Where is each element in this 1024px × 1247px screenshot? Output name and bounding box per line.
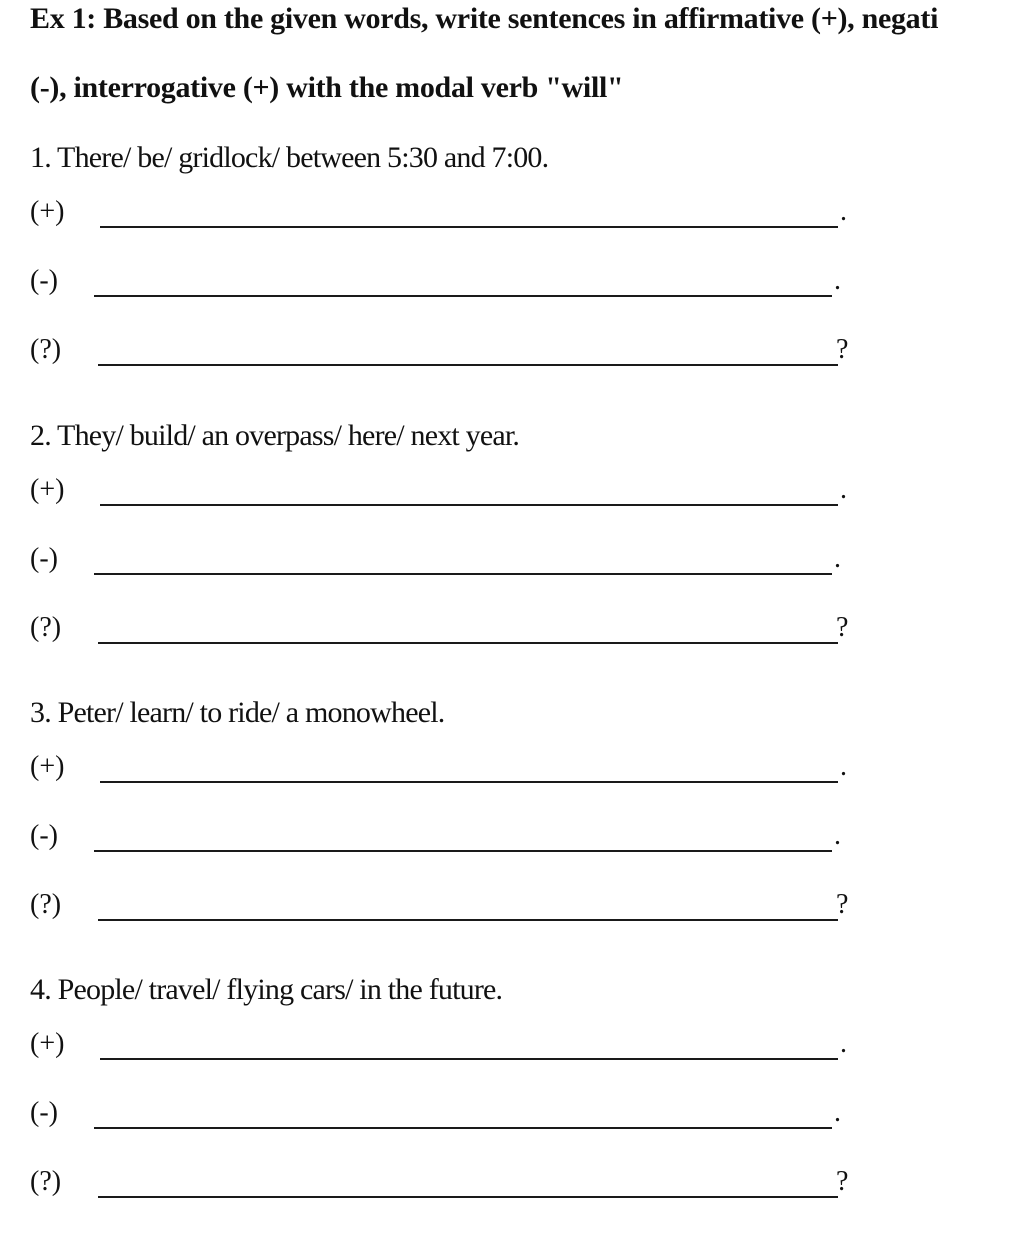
answer-end-mark: ? <box>836 334 849 365</box>
answer-blank-line[interactable] <box>98 1196 838 1198</box>
answer-label: (?) <box>30 889 62 920</box>
answer-blank-line[interactable] <box>98 364 838 366</box>
answer-end-mark: . <box>840 1028 847 1059</box>
answer-affirmative[interactable] <box>30 188 847 228</box>
answer-label: (-) <box>30 543 58 574</box>
answer-label: (-) <box>30 820 58 851</box>
answer-end-mark: . <box>834 1097 841 1128</box>
answer-end-mark: . <box>840 474 847 505</box>
answer-negative[interactable] <box>30 535 841 575</box>
answer-blank-line[interactable] <box>100 226 838 228</box>
answer-blank-line[interactable] <box>98 642 838 644</box>
answer-label: (+) <box>30 1028 65 1059</box>
exercise-prompt: 1. There/ be/ gridlock/ between 5:30 and 7:00. <box>30 141 549 174</box>
answer-negative[interactable] <box>30 257 841 297</box>
answer-end-mark: . <box>840 196 847 227</box>
answer-interrogative[interactable] <box>30 1158 849 1198</box>
answer-blank-line[interactable] <box>94 295 832 297</box>
exercise-prompt: 2. They/ build/ an overpass/ here/ next year. <box>30 419 520 452</box>
exercise-prompt: 3. Peter/ learn/ to ride/ a monowheel. <box>30 696 445 729</box>
answer-label: (+) <box>30 196 65 227</box>
answer-blank-line[interactable] <box>100 1058 838 1060</box>
answer-end-mark: . <box>834 820 841 851</box>
answer-blank-line[interactable] <box>94 850 832 852</box>
answer-label: (+) <box>30 474 65 505</box>
answer-blank-line[interactable] <box>98 919 838 921</box>
answer-blank-line[interactable] <box>94 1127 832 1129</box>
answer-blank-line[interactable] <box>100 504 838 506</box>
answer-end-mark: ? <box>836 612 849 643</box>
answer-negative[interactable] <box>30 1089 841 1129</box>
answer-label: (?) <box>30 612 62 643</box>
answer-affirmative[interactable] <box>30 466 847 506</box>
instructions-line-1: Ex 1: Based on the given words, write sentences in affirmative (+), negati <box>30 2 939 35</box>
answer-end-mark: ? <box>836 889 849 920</box>
answer-label: (-) <box>30 1097 58 1128</box>
answer-blank-line[interactable] <box>100 781 838 783</box>
answer-blank-line[interactable] <box>94 573 832 575</box>
instructions-line-2: (-), interrogative (+) with the modal verb "will" <box>30 71 624 104</box>
answer-end-mark: . <box>834 265 841 296</box>
answer-label: (?) <box>30 1166 62 1197</box>
exercise-prompt: 4. People/ travel/ flying cars/ in the future. <box>30 973 503 1006</box>
answer-end-mark: ? <box>836 1166 849 1197</box>
answer-interrogative[interactable] <box>30 604 849 644</box>
answer-affirmative[interactable] <box>30 743 847 783</box>
answer-label: (-) <box>30 265 58 296</box>
answer-affirmative[interactable] <box>30 1020 847 1060</box>
answer-end-mark: . <box>834 543 841 574</box>
answer-label: (?) <box>30 334 62 365</box>
answer-end-mark: . <box>840 751 847 782</box>
answer-interrogative[interactable] <box>30 881 849 921</box>
answer-negative[interactable] <box>30 812 841 852</box>
answer-label: (+) <box>30 751 65 782</box>
answer-interrogative[interactable] <box>30 326 849 366</box>
